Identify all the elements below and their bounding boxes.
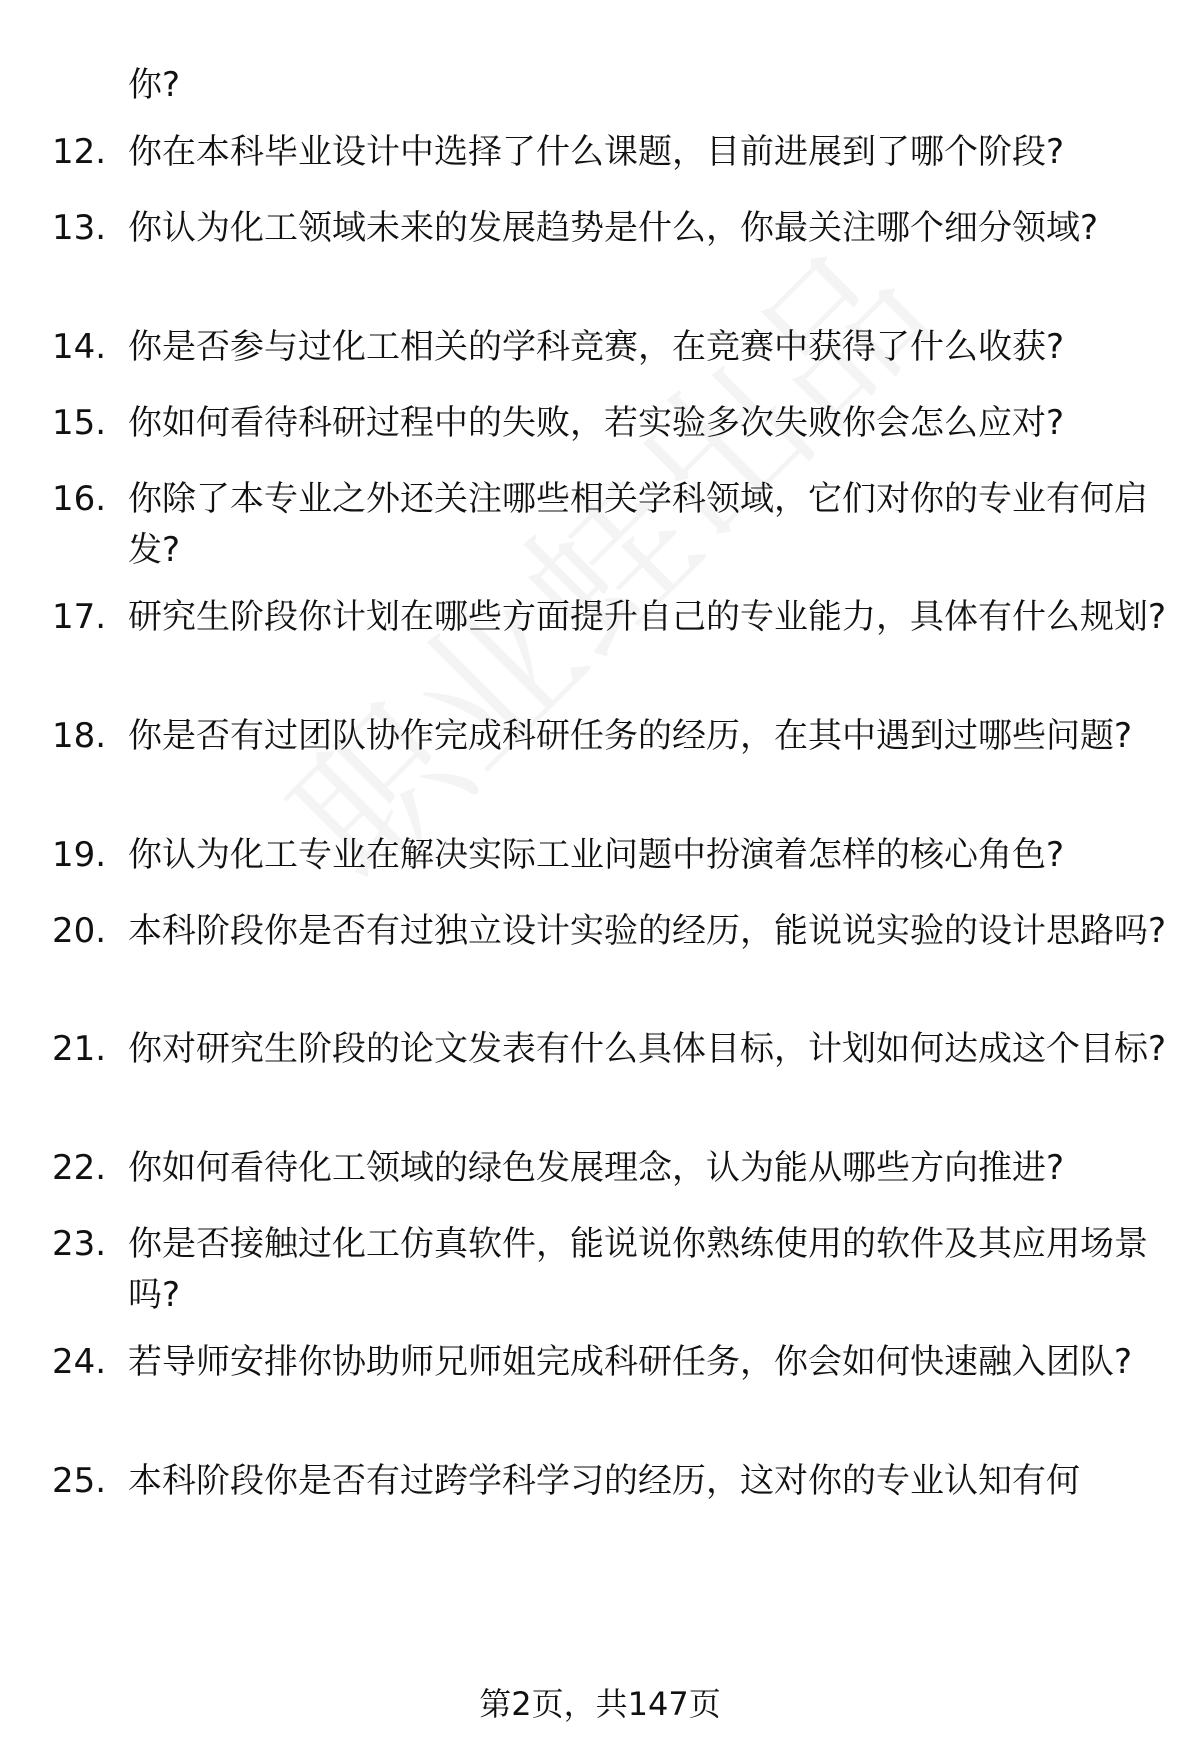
question-text: 你如何看待化工领域的绿色发展理念，认为能从哪些方向推进? [128,1148,1065,1188]
question-item [52,830,1162,881]
question-text: 研究生阶段你计划在哪些方面提升自己的专业能力，具体有什么规划? [128,597,1167,637]
question-item [52,592,1167,643]
question-text: 你认为化工领域未来的发展趋势是什么，你最关注哪个细分领域? [128,208,1099,248]
question-item [52,398,1162,449]
question-text: 若导师安排你协助师兄师姐完成科研任务，你会如何快速融入团队? [128,1342,1133,1382]
question-item [52,322,1162,373]
question-number: 23. [52,1224,107,1264]
question-item [52,474,1162,576]
question-number: 24. [52,1342,107,1382]
question-number: 20. [52,911,107,951]
question-item [52,203,1162,254]
page-footer: 第2页，共147页 [479,1685,721,1723]
question-text: 本科阶段你是否有过独立设计实验的经历，能说说实验的设计思路吗? [128,911,1167,951]
question-text: 你认为化工专业在解决实际工业问题中扮演着怎样的核心角色? [128,835,1065,875]
question-text: 你对研究生阶段的论文发表有什么具体目标，计划如何达成这个目标? [128,1029,1167,1069]
question-number: 22. [52,1148,107,1188]
question-item [52,1143,1162,1194]
previous-question-continuation: 你? [128,65,181,105]
question-item [52,1219,1162,1321]
question-number: 13. [52,208,107,248]
question-number: 15. [52,403,107,443]
question-text: 你如何看待科研过程中的失败，若实验多次失败你会怎么应对? [128,403,1065,443]
question-item [52,1337,1162,1388]
question-text: 你是否接触过化工仿真软件，能说说你熟练使用的软件及其应用场景吗? [128,1224,1148,1315]
question-item [52,127,1162,178]
question-item [52,1456,1162,1507]
question-item [52,711,1162,762]
question-number: 16. [52,479,107,519]
question-number: 17. [52,597,107,637]
question-item [52,1024,1167,1075]
question-number: 25. [52,1461,107,1501]
question-text: 你是否参与过化工相关的学科竞赛，在竞赛中获得了什么收获? [128,327,1065,367]
question-text: 本科阶段你是否有过跨学科学习的经历，这对你的专业认知有何 [128,1461,1080,1501]
question-number: 19. [52,835,107,875]
question-number: 18. [52,716,107,756]
question-text: 你是否有过团队协作完成科研任务的经历，在其中遇到过哪些问题? [128,716,1133,756]
question-number: 14. [52,327,107,367]
question-text: 你在本科毕业设计中选择了什么课题，目前进展到了哪个阶段? [128,132,1065,172]
question-item [52,906,1167,957]
question-number: 21. [52,1029,107,1069]
question-number: 12. [52,132,107,172]
question-text: 你除了本专业之外还关注哪些相关学科领域，它们对你的专业有何启发? [128,479,1148,570]
